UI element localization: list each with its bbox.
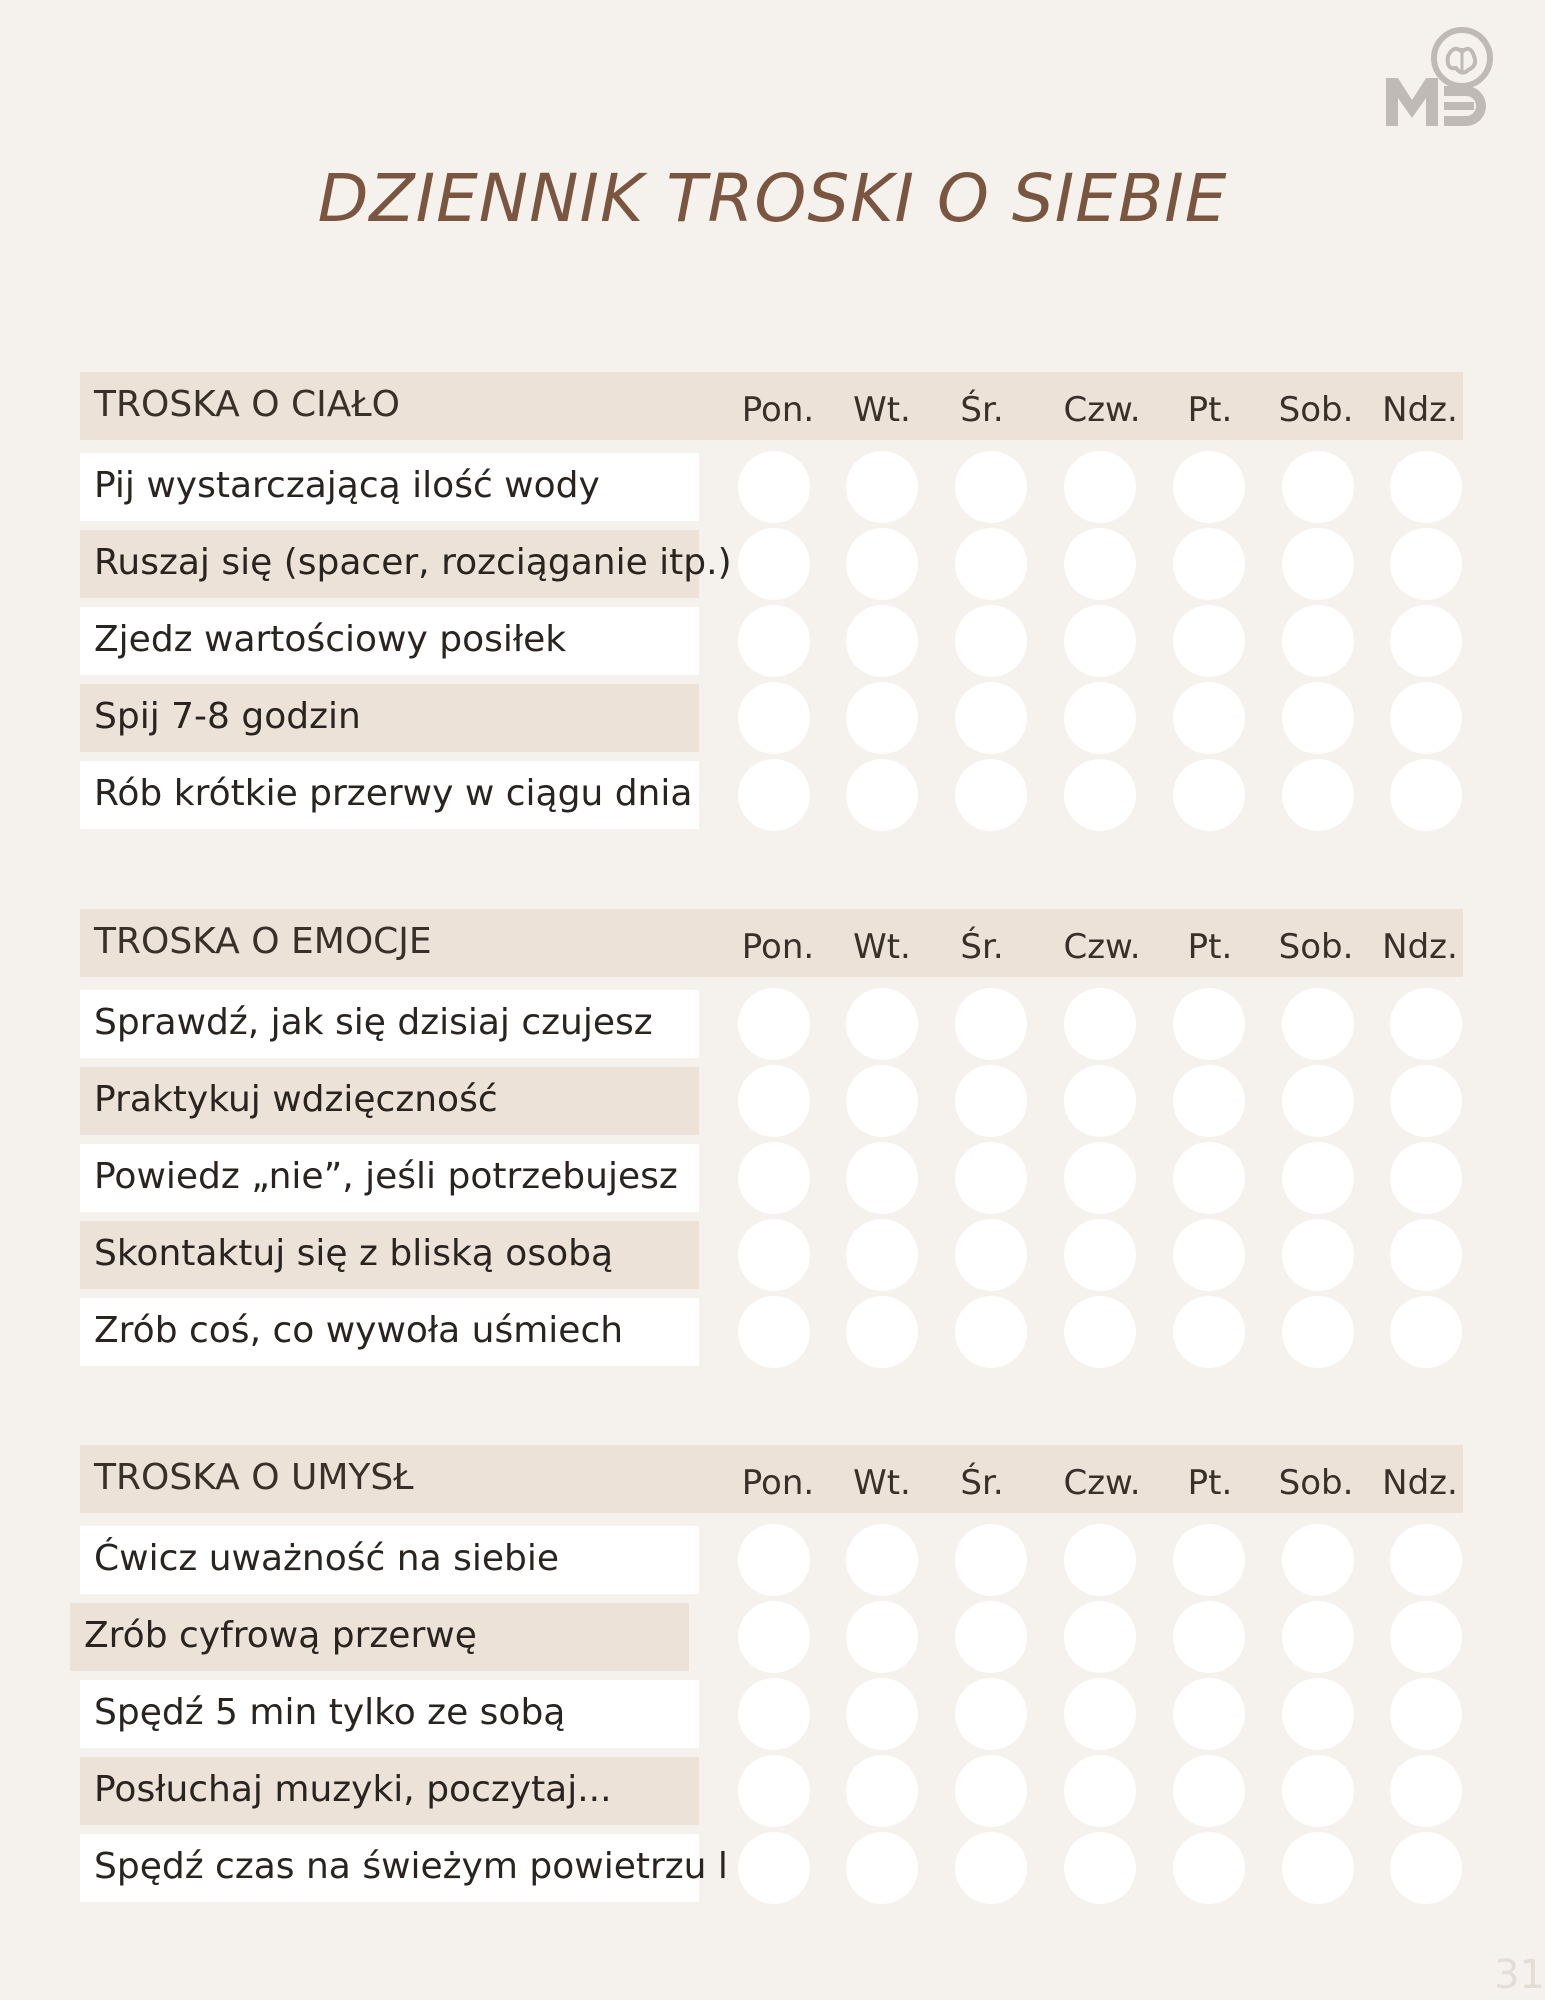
day-checkbox-circle[interactable]: [1282, 1678, 1354, 1750]
habit-label: Spędź 5 min tylko ze sobą: [94, 1692, 566, 1733]
day-checkbox-circle[interactable]: [1064, 1601, 1136, 1673]
day-header: Wt.: [853, 390, 911, 430]
day-header: Śr.: [960, 1463, 1004, 1503]
day-checkbox-circle[interactable]: [1064, 988, 1136, 1060]
habit-label: Sprawdź, jak się dzisiaj czujesz: [94, 1002, 653, 1043]
day-checkbox-circle[interactable]: [1173, 682, 1245, 754]
section-title: TROSKA O CIAŁO: [94, 384, 400, 425]
habit-row: [80, 1834, 728, 1902]
day-checkbox-circle[interactable]: [1282, 1755, 1354, 1827]
day-checkbox-circle[interactable]: [846, 605, 918, 677]
day-checkbox-circle[interactable]: [1282, 1296, 1354, 1368]
day-checkbox-circle[interactable]: [846, 1832, 918, 1904]
day-checkbox-circle[interactable]: [955, 1524, 1027, 1596]
day-header: Wt.: [853, 927, 911, 967]
day-checkbox-circle[interactable]: [738, 1755, 810, 1827]
day-checkbox-circle[interactable]: [1390, 528, 1462, 600]
day-checkbox-circle[interactable]: [738, 1065, 810, 1137]
day-checkbox-circle[interactable]: [955, 1601, 1027, 1673]
day-checkbox-circle[interactable]: [738, 1219, 810, 1291]
day-checkbox-circle[interactable]: [1282, 451, 1354, 523]
day-checkbox-circle[interactable]: [1390, 1832, 1462, 1904]
section-title: TROSKA O EMOCJE: [94, 921, 432, 962]
day-checkbox-circle[interactable]: [846, 759, 918, 831]
habit-label: Ćwicz uważność na siebie: [94, 1538, 559, 1579]
day-checkbox-circle[interactable]: [738, 605, 810, 677]
day-checkbox-circle[interactable]: [1282, 988, 1354, 1060]
day-checkbox-circle[interactable]: [1390, 1219, 1462, 1291]
day-checkbox-circle[interactable]: [955, 1065, 1027, 1137]
habit-label: Skontaktuj się z bliską osobą: [94, 1233, 614, 1274]
day-checkbox-circle[interactable]: [1173, 451, 1245, 523]
day-checkbox-circle[interactable]: [846, 1755, 918, 1827]
page-number: 31: [1494, 1952, 1545, 1998]
day-checkbox-circle[interactable]: [846, 1065, 918, 1137]
habit-row: [70, 1603, 689, 1671]
day-header: Ndz.: [1382, 927, 1458, 967]
day-checkbox-circle[interactable]: [738, 1296, 810, 1368]
day-checkbox-circle[interactable]: [1064, 605, 1136, 677]
habit-row: [80, 761, 699, 829]
section-header: [80, 372, 1463, 440]
day-checkbox-circle[interactable]: [955, 1755, 1027, 1827]
day-checkbox-circle[interactable]: [955, 682, 1027, 754]
day-checkbox-circle[interactable]: [738, 1678, 810, 1750]
habit-label: Zrób cyfrową przerwę: [84, 1615, 477, 1656]
day-checkbox-circle[interactable]: [955, 451, 1027, 523]
habit-row: [80, 1067, 699, 1135]
habit-label: Spędź czas na świeżym powietrzu l: [94, 1846, 728, 1887]
day-checkbox-circle[interactable]: [1064, 1678, 1136, 1750]
day-checkbox-circle[interactable]: [846, 988, 918, 1060]
day-header: Czw.: [1063, 390, 1141, 430]
day-checkbox-circle[interactable]: [955, 1832, 1027, 1904]
day-checkbox-circle[interactable]: [1064, 1142, 1136, 1214]
habit-label: Ruszaj się (spacer, rozciąganie itp.): [94, 542, 732, 583]
day-checkbox-circle[interactable]: [1173, 988, 1245, 1060]
section-header: [80, 1445, 1463, 1513]
day-checkbox-circle[interactable]: [1064, 1755, 1136, 1827]
day-checkbox-circle[interactable]: [846, 1296, 918, 1368]
brain-bulb-logo-icon: [1382, 26, 1500, 138]
day-checkbox-circle[interactable]: [846, 1219, 918, 1291]
day-checkbox-circle[interactable]: [1173, 1219, 1245, 1291]
day-header: Pon.: [741, 390, 815, 430]
day-header: Śr.: [960, 927, 1004, 967]
habit-label: Rób krótkie przerwy w ciągu dnia: [94, 773, 693, 814]
habit-row: [80, 990, 699, 1058]
day-checkbox-circle[interactable]: [1173, 1601, 1245, 1673]
habit-row: [80, 453, 699, 521]
day-checkbox-circle[interactable]: [955, 605, 1027, 677]
day-checkbox-circle[interactable]: [1390, 1296, 1462, 1368]
day-header: Ndz.: [1382, 390, 1458, 430]
day-checkbox-circle[interactable]: [1390, 1142, 1462, 1214]
day-checkbox-circle[interactable]: [1282, 528, 1354, 600]
day-checkbox-circle[interactable]: [1282, 759, 1354, 831]
day-checkbox-circle[interactable]: [1390, 1601, 1462, 1673]
day-checkbox-circle[interactable]: [955, 1296, 1027, 1368]
day-checkbox-circle[interactable]: [1064, 759, 1136, 831]
day-checkbox-circle[interactable]: [738, 528, 810, 600]
day-checkbox-circle[interactable]: [1390, 988, 1462, 1060]
day-checkbox-circle[interactable]: [955, 759, 1027, 831]
day-checkbox-circle[interactable]: [738, 759, 810, 831]
day-checkbox-circle[interactable]: [1282, 605, 1354, 677]
habit-label: Pij wystarczającą ilość wody: [94, 465, 600, 506]
day-checkbox-circle[interactable]: [1173, 605, 1245, 677]
habit-row: [80, 607, 699, 675]
day-checkbox-circle[interactable]: [1390, 1678, 1462, 1750]
habit-row: [80, 1526, 699, 1594]
day-header: Pon.: [741, 1463, 815, 1503]
day-checkbox-circle[interactable]: [846, 528, 918, 600]
day-header: Pt.: [1187, 390, 1233, 430]
day-checkbox-circle[interactable]: [1064, 1065, 1136, 1137]
day-checkbox-circle[interactable]: [738, 1601, 810, 1673]
section-header: [80, 909, 1463, 977]
day-checkbox-circle[interactable]: [1282, 1065, 1354, 1137]
day-checkbox-circle[interactable]: [1173, 1065, 1245, 1137]
day-checkbox-circle[interactable]: [1390, 682, 1462, 754]
day-checkbox-circle[interactable]: [1173, 1296, 1245, 1368]
habit-label: Powiedz „nie”, jeśli potrzebujesz: [94, 1156, 678, 1197]
habit-row: [80, 684, 699, 752]
day-checkbox-circle[interactable]: [1390, 1755, 1462, 1827]
day-checkbox-circle[interactable]: [955, 1678, 1027, 1750]
day-checkbox-circle[interactable]: [1064, 1832, 1136, 1904]
day-header: Śr.: [960, 390, 1004, 430]
day-checkbox-circle[interactable]: [1064, 451, 1136, 523]
day-checkbox-circle[interactable]: [955, 988, 1027, 1060]
day-header: Wt.: [853, 1463, 911, 1503]
day-checkbox-circle[interactable]: [738, 1832, 810, 1904]
day-checkbox-circle[interactable]: [1282, 1142, 1354, 1214]
day-checkbox-circle[interactable]: [1282, 1832, 1354, 1904]
day-header: Czw.: [1063, 1463, 1141, 1503]
day-checkbox-circle[interactable]: [1173, 528, 1245, 600]
habit-label: Zjedz wartościowy posiłek: [94, 619, 567, 660]
day-checkbox-circle[interactable]: [1173, 1678, 1245, 1750]
day-checkbox-circle[interactable]: [1282, 682, 1354, 754]
habit-label: Spij 7-8 godzin: [94, 696, 361, 737]
day-checkbox-circle[interactable]: [846, 682, 918, 754]
day-header: Ndz.: [1382, 1463, 1458, 1503]
day-checkbox-circle[interactable]: [1064, 1524, 1136, 1596]
day-checkbox-circle[interactable]: [955, 528, 1027, 600]
day-checkbox-circle[interactable]: [1282, 1524, 1354, 1596]
day-checkbox-circle[interactable]: [1390, 1524, 1462, 1596]
habit-row: [80, 530, 732, 598]
day-checkbox-circle[interactable]: [738, 451, 810, 523]
day-checkbox-circle[interactable]: [846, 451, 918, 523]
day-checkbox-circle[interactable]: [846, 1678, 918, 1750]
day-header: Sob.: [1278, 390, 1354, 430]
day-header: Pon.: [741, 927, 815, 967]
day-checkbox-circle[interactable]: [1064, 1219, 1136, 1291]
habit-label: Posłuchaj muzyki, poczytaj...: [94, 1769, 612, 1810]
section-title: TROSKA O UMYSŁ: [94, 1457, 414, 1498]
day-checkbox-circle[interactable]: [1064, 1296, 1136, 1368]
day-checkbox-circle[interactable]: [1173, 1524, 1245, 1596]
habit-row: [80, 1144, 699, 1212]
day-checkbox-circle[interactable]: [738, 682, 810, 754]
day-header: Pt.: [1187, 1463, 1233, 1503]
day-checkbox-circle[interactable]: [1390, 605, 1462, 677]
habit-row: [80, 1298, 699, 1366]
day-checkbox-circle[interactable]: [1173, 759, 1245, 831]
day-checkbox-circle[interactable]: [1390, 451, 1462, 523]
day-checkbox-circle[interactable]: [846, 1142, 918, 1214]
day-checkbox-circle[interactable]: [955, 1142, 1027, 1214]
day-checkbox-circle[interactable]: [846, 1601, 918, 1673]
day-checkbox-circle[interactable]: [955, 1219, 1027, 1291]
day-header: Sob.: [1278, 1463, 1354, 1503]
day-checkbox-circle[interactable]: [846, 1524, 918, 1596]
habit-row: [80, 1680, 699, 1748]
day-checkbox-circle[interactable]: [1173, 1755, 1245, 1827]
page-title: DZIENNIK TROSKI O SIEBIE: [317, 160, 1228, 237]
habit-row: [80, 1757, 699, 1825]
day-checkbox-circle[interactable]: [738, 1142, 810, 1214]
day-checkbox-circle[interactable]: [1282, 1601, 1354, 1673]
day-checkbox-circle[interactable]: [1390, 759, 1462, 831]
habit-label: Praktykuj wdzięczność: [94, 1079, 498, 1120]
day-checkbox-circle[interactable]: [738, 988, 810, 1060]
habit-row: [80, 1221, 699, 1289]
day-checkbox-circle[interactable]: [1390, 1065, 1462, 1137]
day-header: Sob.: [1278, 927, 1354, 967]
day-header: Czw.: [1063, 927, 1141, 967]
day-checkbox-circle[interactable]: [1173, 1832, 1245, 1904]
day-checkbox-circle[interactable]: [1282, 1219, 1354, 1291]
day-checkbox-circle[interactable]: [1064, 682, 1136, 754]
habit-label: Zrób coś, co wywoła uśmiech: [94, 1310, 624, 1351]
day-checkbox-circle[interactable]: [1064, 528, 1136, 600]
day-header: Pt.: [1187, 927, 1233, 967]
day-checkbox-circle[interactable]: [738, 1524, 810, 1596]
day-checkbox-circle[interactable]: [1173, 1142, 1245, 1214]
